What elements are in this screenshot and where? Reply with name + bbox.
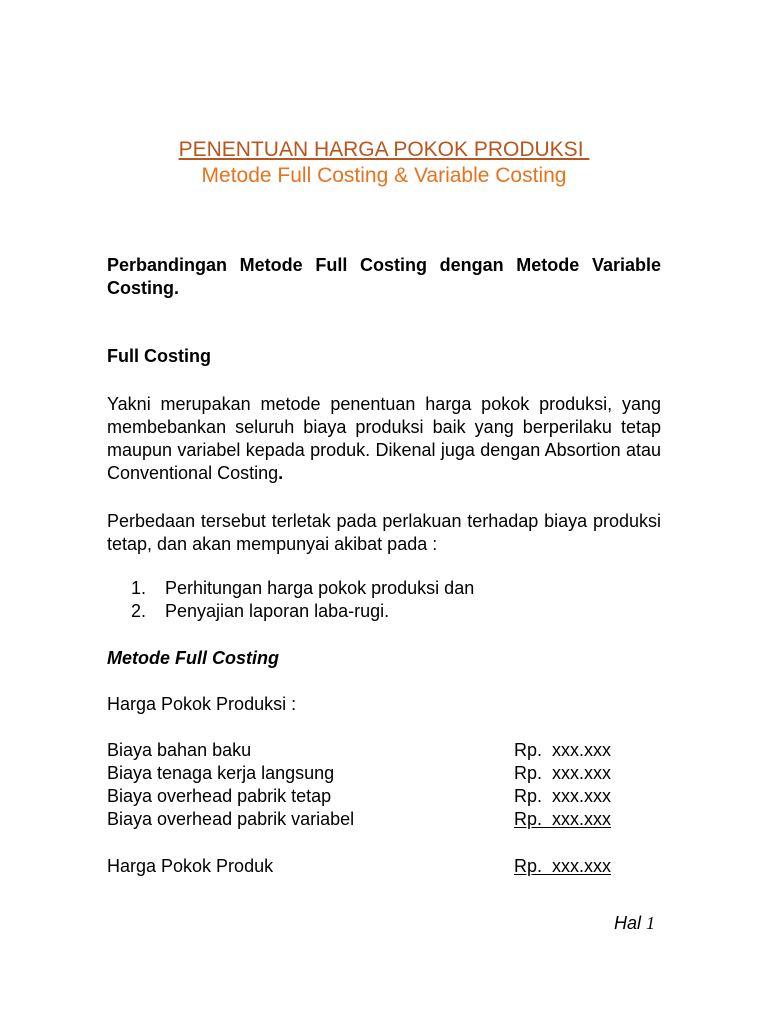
comparison-heading: Perbandingan Metode Full Costing dengan Metode Variable Costing.: [107, 255, 661, 298]
cost-label: Biaya overhead pabrik variabel: [107, 809, 355, 829]
cost-value: Rp. xxx.xxx: [514, 740, 612, 760]
list-item-number: 1.: [131, 578, 147, 598]
table-row: [107, 808, 627, 831]
list-item-number: 2.: [131, 601, 147, 621]
cost-label: Biaya bahan baku: [107, 740, 252, 760]
table-row: [107, 762, 627, 785]
cost-label: Biaya tenaga kerja langsung: [107, 763, 335, 783]
consequence-list: [107, 577, 661, 623]
list-item-text: Penyajian laporan laba-rugi.: [165, 601, 390, 621]
document-title: PENENTUAN HARGA POKOK PRODUKSI: [178, 138, 590, 161]
full-costing-definition-text: Yakni merupakan metode penentuan harga pokok produksi, yang membebankan seluruh biaya produksi baik yang berperilaku tetap maupun variabel kepada produk. Dikenal juga dengan Absortion atau Conventional Costing: [107, 394, 661, 483]
full-costing-definition-period: .: [278, 463, 284, 483]
page-number: 1: [646, 913, 656, 933]
total-row: [107, 855, 627, 878]
full-costing-definition: [107, 393, 661, 485]
document-subtitle: Metode Full Costing & Variable Costing: [201, 164, 567, 187]
page-label: Hal: [614, 913, 647, 933]
method-heading: Metode Full Costing: [107, 648, 279, 668]
cost-label: Biaya overhead pabrik tetap: [107, 786, 332, 806]
table-row: [107, 855, 627, 878]
list-item: [107, 577, 661, 600]
total-label: Harga Pokok Produk: [107, 856, 274, 876]
table-row: [107, 785, 627, 808]
list-item-text: Perhitungan harga pokok produksi dan: [165, 578, 475, 598]
list-item: [107, 600, 661, 623]
total-value: Rp. xxx.xxx: [514, 856, 612, 876]
document-title-block: [0, 138, 768, 188]
cost-value: Rp. xxx.xxx: [514, 786, 612, 806]
full-costing-heading: Full Costing: [107, 346, 211, 366]
hpp-label: Harga Pokok Produksi :: [107, 694, 297, 714]
page-footer: [614, 912, 655, 935]
cost-value-underlined: Rp. xxx.xxx: [514, 809, 612, 829]
table-row: [107, 739, 627, 762]
cost-table: [107, 739, 627, 831]
difference-paragraph: Perbedaan tersebut terletak pada perlakuan terhadap biaya produksi tetap, dan akan mempunyai akibat pada :: [107, 511, 661, 554]
cost-value: Rp. xxx.xxx: [514, 763, 612, 783]
